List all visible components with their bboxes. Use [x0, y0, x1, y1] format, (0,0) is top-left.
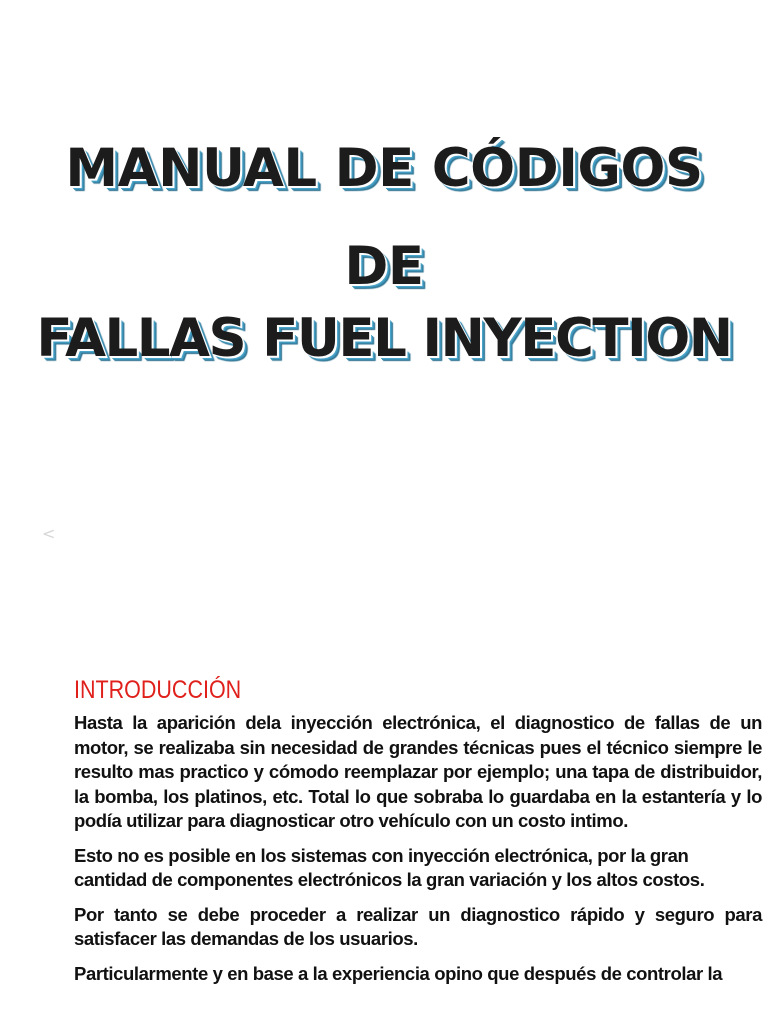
- intro-paragraph-3: Por tanto se debe proceder a realizar un diagnostico rápido y seguro para satisfacer las demandas de los usuarios.: [74, 903, 762, 949]
- stray-mark: <: [42, 524, 56, 543]
- title-line-1: MANUAL DE CÓDIGOS: [65, 138, 703, 199]
- title-line-2: DE: [344, 236, 424, 297]
- introduction-heading: INTRODUCCIÓN: [74, 676, 242, 704]
- intro-paragraph-4: Particularmente y en base a la experiencia opino que después de controlar la: [74, 962, 723, 984]
- intro-paragraph-2: Esto no es posible en los sistemas con inyección electrónica, por la gran cantidad de componentes electrónicos la gran variación y los altos costos.: [74, 844, 705, 890]
- title-line-3: FALLAS FUEL INYECTION: [36, 308, 732, 369]
- introduction-section: [74, 676, 762, 996]
- intro-paragraph-1: Hasta la aparición dela inyección electrónica, el diagnostico de fallas de un motor, se realizaba sin necesidad de grandes técnicas pues el técnico siempre le resulto mas practico y cómodo reemplazar por ejemplo; una tapa de distribuidor, la bomba, los platinos, etc. Total lo que sobraba lo guardaba en la estantería y lo podía utilizar para diagnosticar otro vehículo con un costo intimo.: [74, 712, 762, 831]
